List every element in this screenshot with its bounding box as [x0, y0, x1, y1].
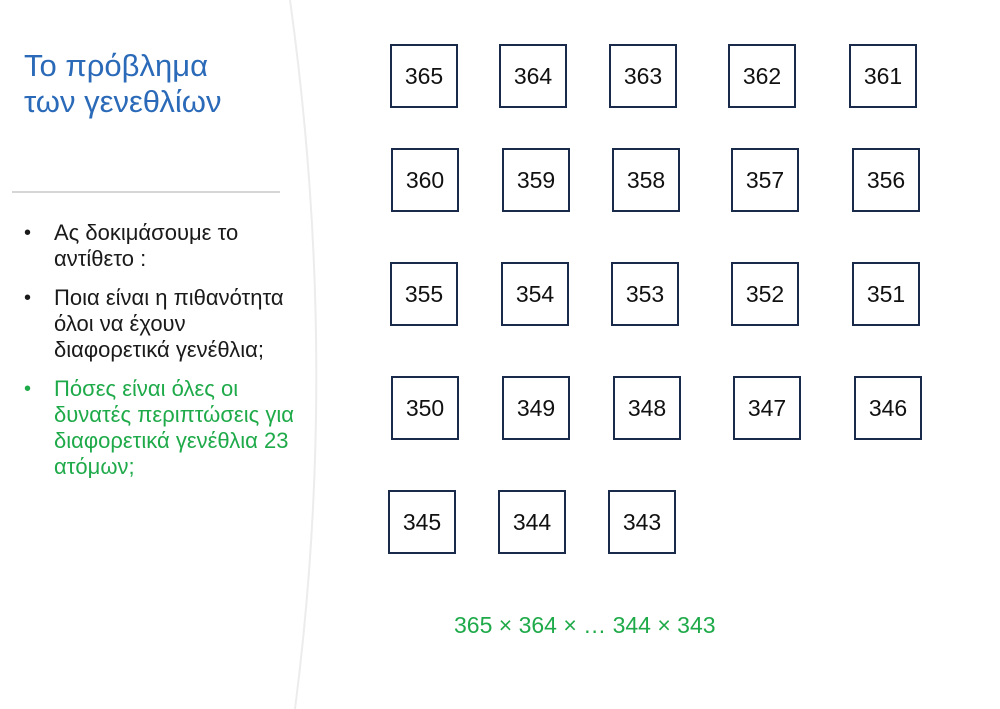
bullet-dot-icon: •	[24, 287, 32, 309]
bullet-text: Πόσες είναι όλες οι δυνατές περιπτώσεις για διαφορετικά γενέθλια 23 ατόμων;	[54, 376, 294, 479]
day-number-grid	[380, 40, 940, 580]
day-box: 354	[501, 262, 569, 326]
bullet-item-highlight	[24, 376, 294, 480]
slide-title-line-1: Το πρόβλημα	[24, 48, 209, 83]
day-box: 364	[499, 44, 567, 108]
day-box: 355	[390, 262, 458, 326]
day-box: 359	[502, 148, 570, 212]
day-box: 360	[391, 148, 459, 212]
title-divider	[12, 191, 280, 193]
day-box: 353	[611, 262, 679, 326]
bullet-item	[24, 220, 294, 272]
day-box: 344	[498, 490, 566, 554]
day-box: 349	[502, 376, 570, 440]
day-box: 351	[852, 262, 920, 326]
day-box: 357	[731, 148, 799, 212]
slide-title-line-2: των γενεθλίων	[24, 84, 222, 119]
bullet-item	[24, 285, 294, 363]
day-box: 362	[728, 44, 796, 108]
day-box: 348	[613, 376, 681, 440]
day-box: 343	[608, 490, 676, 554]
day-box: 361	[849, 44, 917, 108]
day-box: 345	[388, 490, 456, 554]
bullet-list	[24, 220, 294, 493]
bullet-dot-icon: •	[24, 378, 32, 400]
day-box: 350	[391, 376, 459, 440]
day-box: 347	[733, 376, 801, 440]
day-box: 363	[609, 44, 677, 108]
day-box: 352	[731, 262, 799, 326]
day-box: 358	[612, 148, 680, 212]
left-panel	[0, 0, 300, 709]
day-box: 346	[854, 376, 922, 440]
day-box: 356	[852, 148, 920, 212]
slide-title	[24, 48, 294, 120]
bullet-text: Ποια είναι η πιθανότητα όλοι να έχουν διαφορετικά γενέθλια;	[54, 285, 284, 362]
bullet-dot-icon: •	[24, 222, 32, 244]
bullet-text: Ας δοκιμάσουμε το αντίθετο :	[54, 220, 239, 271]
product-formula: 365 × 364 × … 344 × 343	[454, 612, 716, 638]
day-box: 365	[390, 44, 458, 108]
